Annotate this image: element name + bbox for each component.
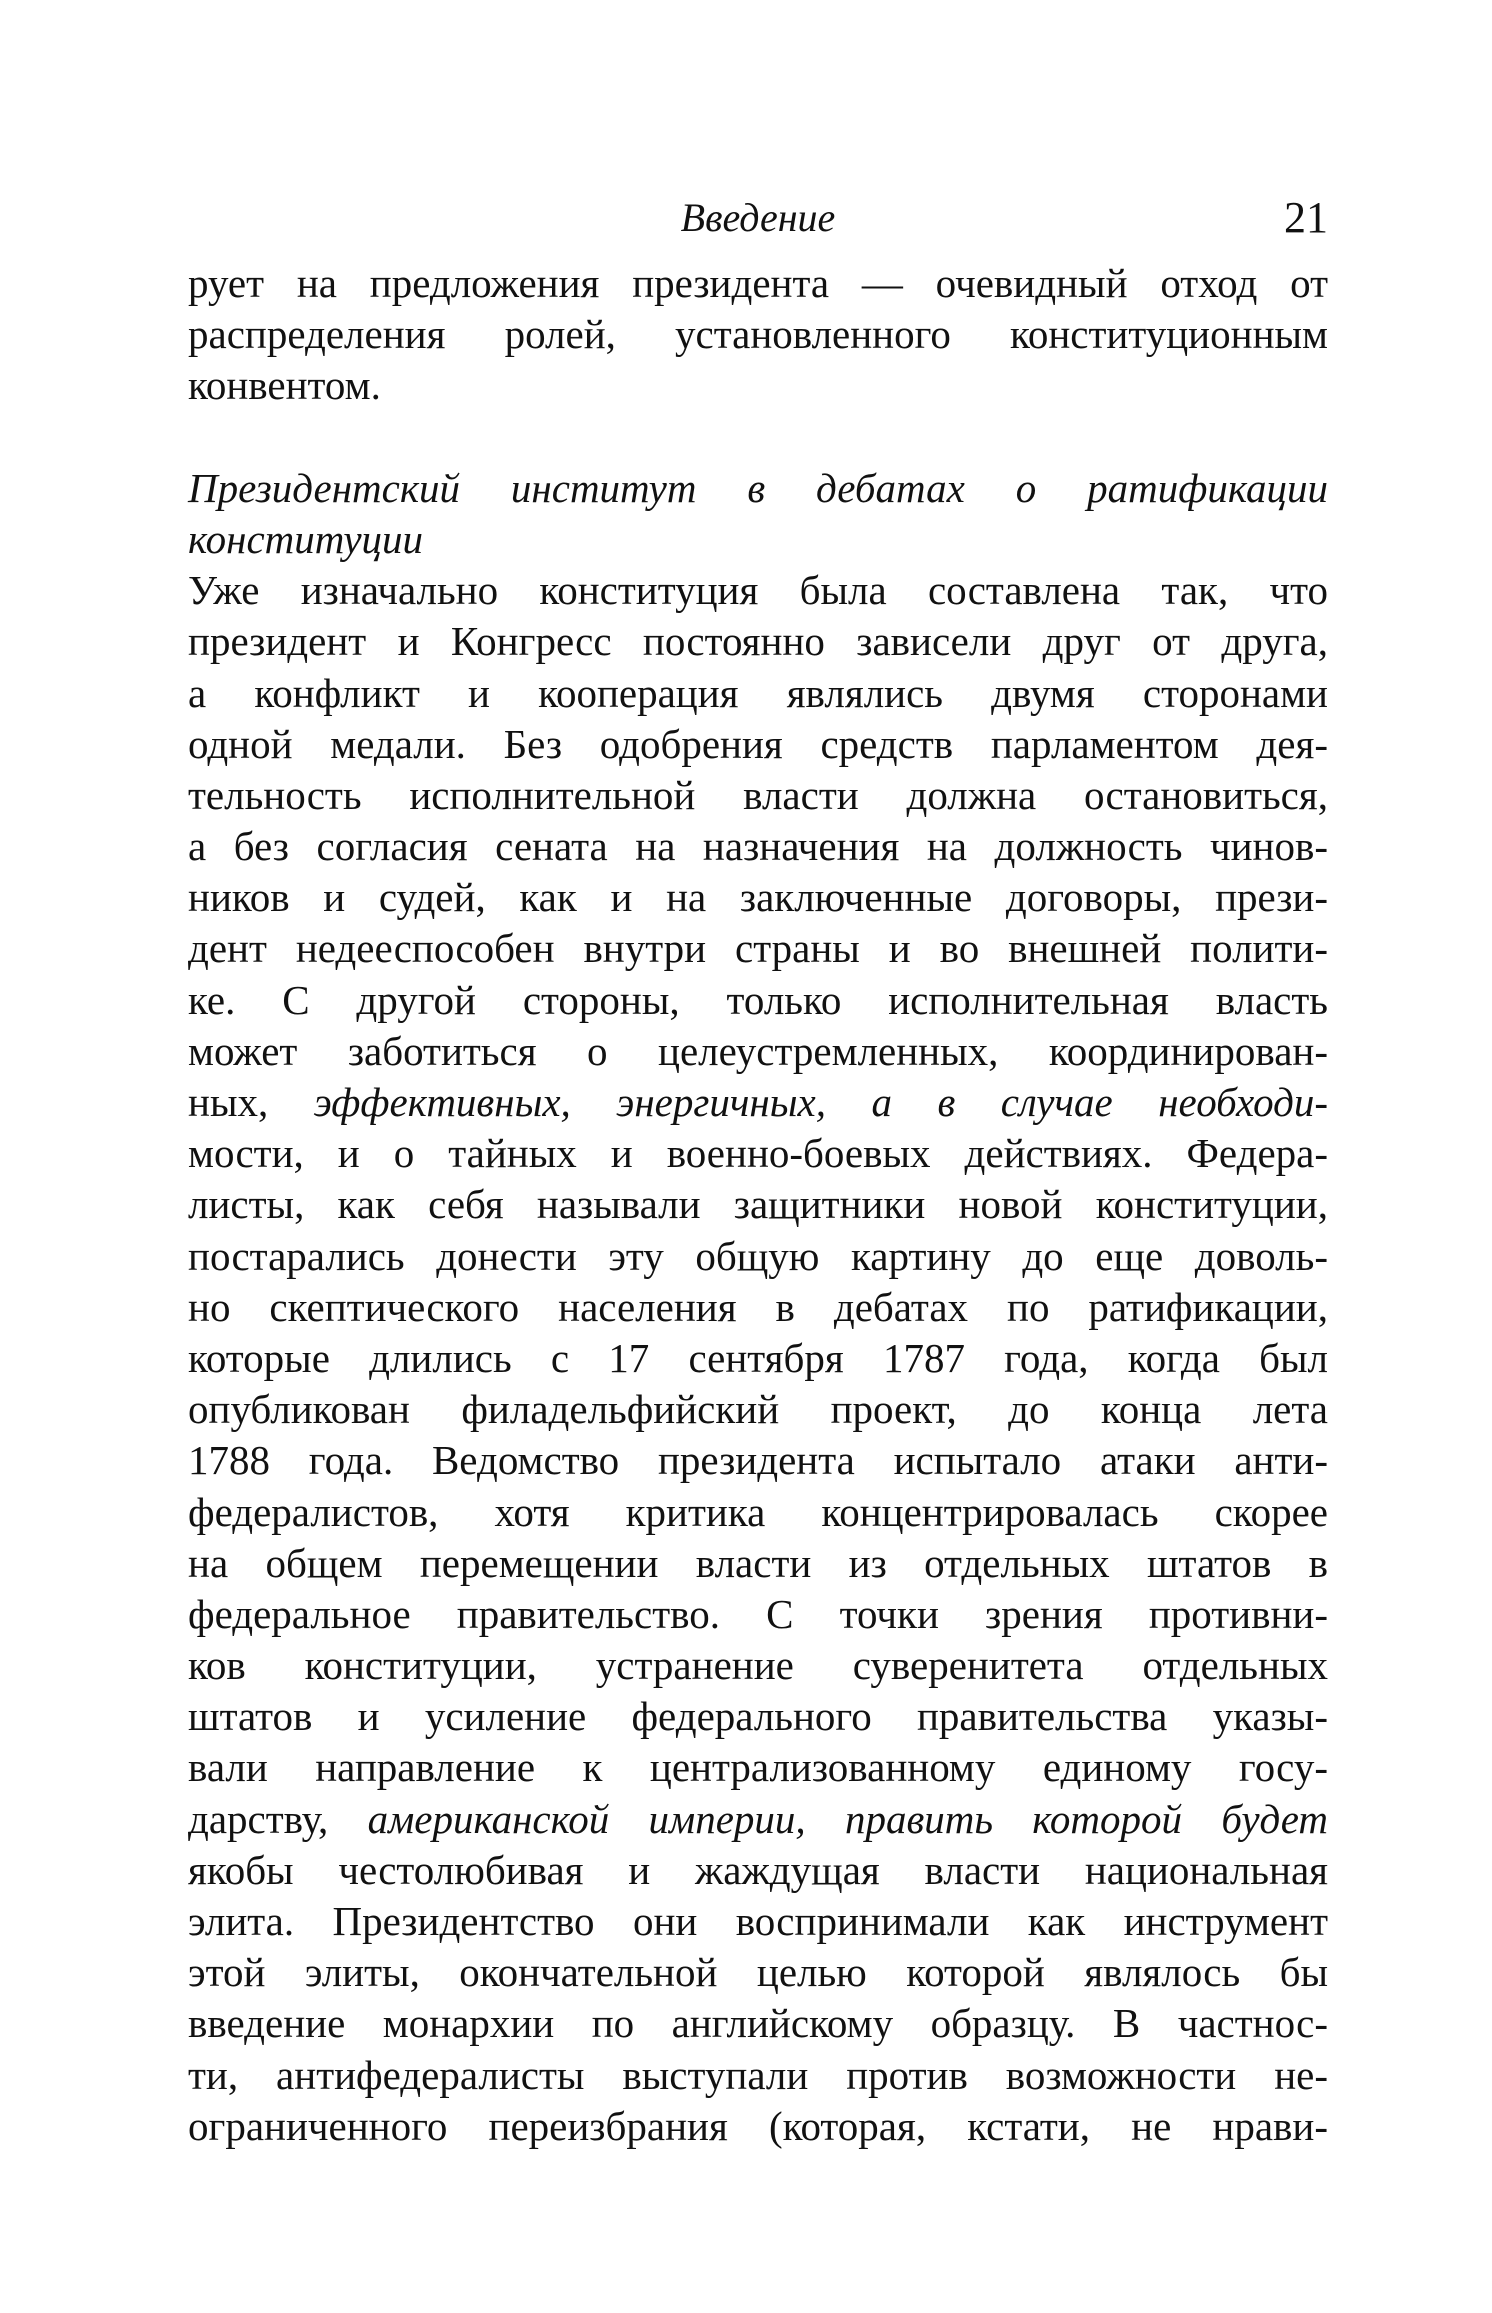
text-line: президент и Конгресс постоянно зависели друг от друга, — [188, 618, 1328, 665]
text-line: ограниченного переизбрания (которая, кстати, не нрави- — [188, 2102, 1328, 2149]
text-line: листы, как себя называли защитники новой конституции, — [188, 1181, 1328, 1228]
text-line: одной медали. Без одобрения средств парламентом дея- — [188, 720, 1328, 767]
section-heading-line: конституции — [188, 515, 424, 562]
text-line: федералистов, хотя критика концентрировалась скорее — [188, 1488, 1328, 1535]
text-line: может заботиться о целеустремленных, координирован- — [188, 1027, 1328, 1074]
line-italic-part: американской империи, править которой будет — [328, 1795, 1328, 1842]
section-heading-line: Президентский институт в дебатах о ратификации — [188, 464, 1328, 511]
page-number: 21 — [1284, 193, 1328, 242]
line-regular-part: ных, — [188, 1079, 269, 1125]
text-line: но скептического населения в дебатах по ратификации, — [188, 1283, 1328, 1330]
text-line: якобы честолюбивая и жаждущая власти национальная — [188, 1846, 1328, 1893]
text-line: штатов и усиление федерального правительства указы- — [188, 1693, 1328, 1740]
running-title: Введение — [680, 195, 836, 240]
text-line: вали направление к централизованному единому госу- — [188, 1744, 1328, 1791]
text-line: федеральное правительство. С точки зрения противни- — [188, 1590, 1328, 1637]
line-italic-part: эффективных, энергичных, а в случае необходи- — [268, 1079, 1328, 1125]
text-line: тельность исполнительной власти должна остановиться, — [188, 771, 1328, 818]
text-line: которые длились с 17 сентября 1787 года, когда был — [188, 1334, 1328, 1381]
text-line-mixed — [188, 1794, 1328, 1845]
text-line: рует на предложения президента — очевидный отход от — [188, 260, 1328, 306]
text-line: ке. С другой стороны, только исполнительная власть — [188, 976, 1328, 1023]
text-line: 1788 года. Ведомство президента испытало атаки анти- — [188, 1437, 1328, 1484]
text-line: мости, и о тайных и военно-боевых действиях. Федера- — [188, 1130, 1328, 1177]
text-line: конвентом. — [188, 362, 381, 409]
text-line: этой элиты, окончательной целью которой являлось бы — [188, 1949, 1328, 1996]
text-line: постарались донести эту общую картину до еще доволь- — [188, 1232, 1328, 1279]
text-line: Уже изначально конституция была составлена так, что — [188, 567, 1328, 614]
text-line-mixed — [188, 1077, 1328, 1128]
text-line: ти, антифедералисты выступали против возможности не- — [188, 2051, 1328, 2098]
text-line: ков конституции, устранение суверенитета отдельных — [188, 1642, 1328, 1689]
text-block — [188, 258, 1328, 2152]
text-line: распределения ролей, установленного конституционным — [188, 311, 1328, 358]
text-line: на общем перемещении власти из отдельных штатов в — [188, 1539, 1328, 1586]
text-line: а без согласия сената на назначения на должность чинов- — [188, 823, 1328, 870]
paragraph-gap — [188, 412, 1328, 463]
text-line: ников и судей, как и на заключенные договоры, прези- — [188, 874, 1328, 921]
text-line: а конфликт и кооперация являлись двумя сторонами — [188, 669, 1328, 716]
running-head — [188, 188, 1328, 248]
line-regular-part: дарству, — [188, 1795, 329, 1842]
text-line: опубликован филадельфийский проект, до конца лета — [188, 1386, 1328, 1433]
text-line: элита. Президентство они воспринимали как инструмент — [188, 1898, 1328, 1944]
text-line: дент недееспособен внутри страны и во внешней полити- — [188, 925, 1328, 972]
text-line: введение монархии по английскому образцу. В частнос- — [188, 2000, 1328, 2047]
